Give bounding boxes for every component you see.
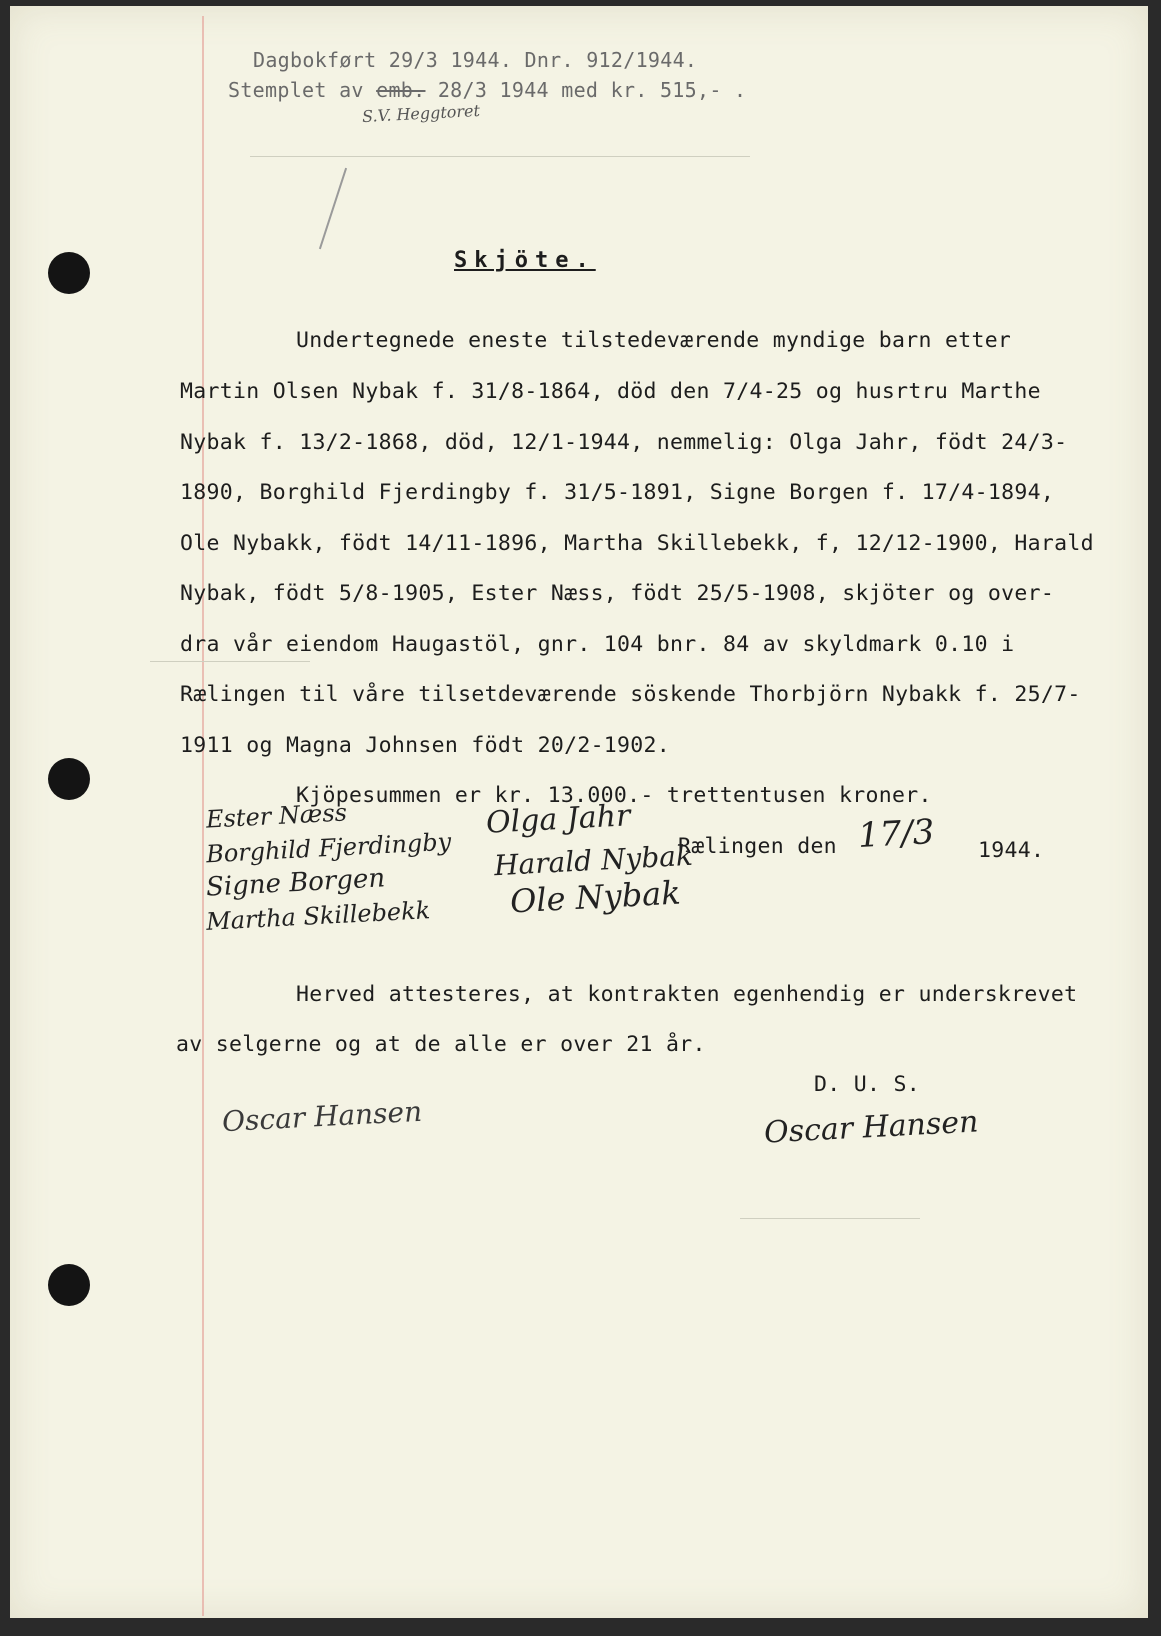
attest-line: Herved attesteres, at kontrakten egenhendig er underskrevet xyxy=(296,982,1078,1007)
margin-rule xyxy=(202,16,204,1616)
faint-rule xyxy=(740,1218,920,1219)
purchase-sum-line: Kjöpesummen er kr. 13.000.- trettentusen kroner. xyxy=(296,783,932,808)
body-line: Martin Olsen Nybak f. 31/8-1864, död den 7/4-25 og husrtru Marthe xyxy=(180,379,1041,404)
stamp-signature: S.V. Heggtoret xyxy=(361,100,481,127)
stamp-struck-text: emb. xyxy=(376,78,426,102)
handwritten-date: 17/3 xyxy=(857,812,936,856)
dus-abbreviation: D. U. S. xyxy=(814,1072,920,1097)
registration-line: Dagbokført 29/3 1944. Dnr. 912/1944. xyxy=(253,48,698,72)
attest-line: av selgerne og at de alle er over 21 år. xyxy=(176,1032,706,1057)
body-line: Undertegnede eneste tilstedeværende myndige barn etter xyxy=(296,328,1012,353)
body-line: 1911 og Magna Johnsen födt 20/2-1902. xyxy=(180,733,671,758)
body-line: 1890, Borghild Fjerdingby f. 31/5-1891, Signe Borgen f. 17/4-1894, xyxy=(180,480,1055,505)
stamp-rest: 28/3 1944 med kr. 515,- . xyxy=(437,78,747,102)
stamp-line xyxy=(228,78,746,102)
punch-hole xyxy=(48,252,90,294)
signature: Olga Jahr xyxy=(485,798,632,841)
body-line: Nybak, födt 5/8-1905, Ester Næss, födt 25/5-1908, skjöter og over- xyxy=(180,581,1055,606)
place-label: Rælingen den xyxy=(678,834,837,859)
signature: Signe Borgen xyxy=(205,863,386,903)
body-line: Ole Nybakk, födt 14/11-1896, Martha Skillebekk, f, 12/12-1900, Harald xyxy=(180,531,1094,556)
punch-hole xyxy=(48,1264,90,1306)
signature: Harald Nybak xyxy=(493,838,694,883)
stamp-prefix: Stemplet av xyxy=(228,78,364,102)
faint-rule xyxy=(250,156,750,157)
body-line: Nybak f. 13/2-1868, död, 12/1-1944, nemmelig: Olga Jahr, födt 24/3- xyxy=(180,430,1068,455)
pencil-mark xyxy=(319,168,347,249)
body-line: dra vår eiendom Haugastöl, gnr. 104 bnr. 84 av skyldmark 0.10 i xyxy=(180,632,1015,657)
witness-signature: Oscar Hansen xyxy=(221,1094,423,1139)
signature: Borghild Fjerdingby xyxy=(205,827,452,869)
document-title: Skjöte. xyxy=(454,248,596,273)
punch-hole xyxy=(48,758,90,800)
year: 1944. xyxy=(978,838,1045,863)
witness-signature: Oscar Hansen xyxy=(763,1104,980,1151)
document-page xyxy=(10,6,1148,1618)
faint-rule xyxy=(150,661,310,662)
signature: Ester Næss xyxy=(205,798,348,834)
body-line: Rælingen til våre tilsetdeværende söskende Thorbjörn Nybakk f. 25/7- xyxy=(180,682,1081,707)
signature: Martha Skillebekk xyxy=(205,896,431,936)
signature: Ole Nybak xyxy=(509,873,682,921)
